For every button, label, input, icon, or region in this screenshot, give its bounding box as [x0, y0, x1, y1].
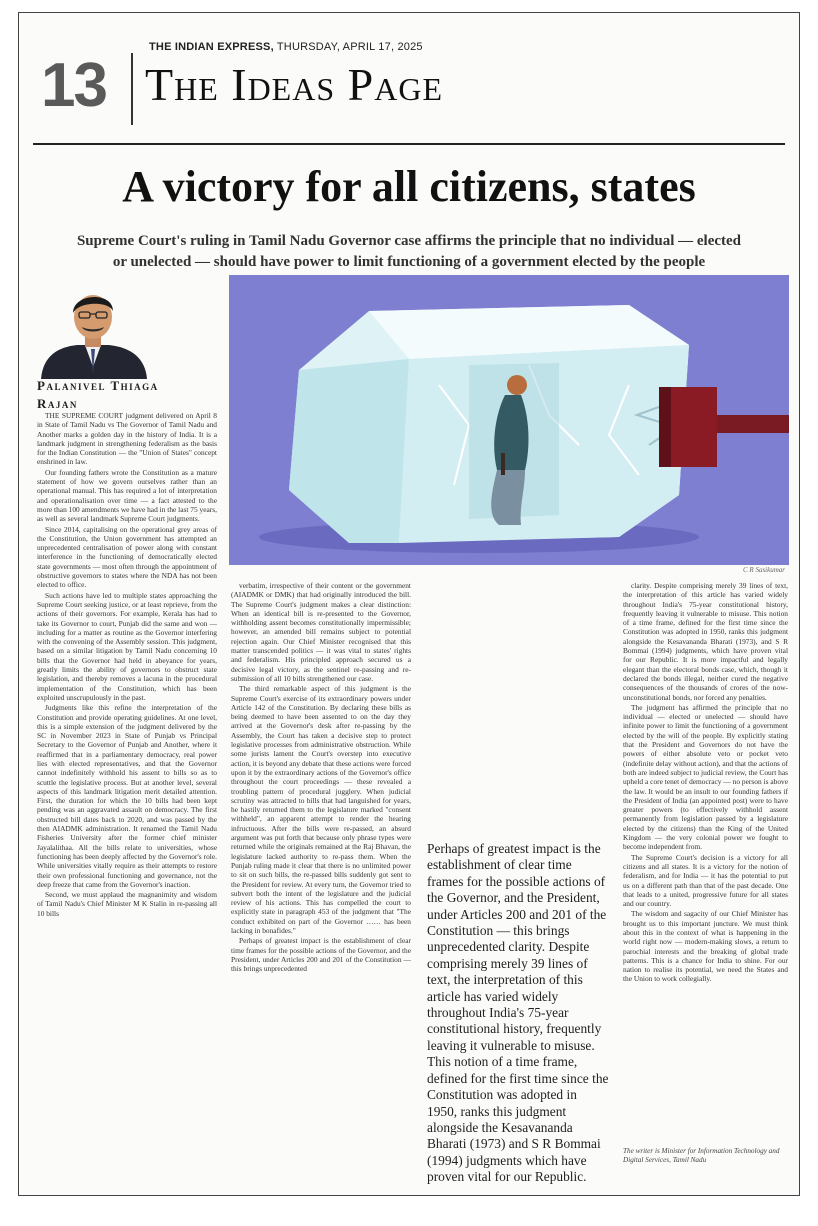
paragraph: clarity. Despite comprising merely 39 lines of text, the interpretation of this article has varied widely throughout India's 75-year constitutional history, frequently leaving it vulnerable to misuse. This notion of a time frame, defined for the first time since the Constitution was adopted in 1950, ranks this judgment alongside the Kesavananda Bharati (1973), and S R Bommai (1994) judgments, which have proven vital for our Republic. It is more impactful and legally elegant than the electoral bonds case, which, though it declared the bonds illegal, neither cured the negative consequences of the thousands of crores of the now-unconstitutional bonds, nor forced any penalties. — [623, 581, 788, 702]
ice-block-illustration — [229, 275, 789, 565]
headline: A victory for all citizens, states — [122, 162, 696, 211]
standfirst: Supreme Court's ruling in Tamil Nadu Governor case affirms the principle that no individual — elected or unelected — should have power to limit functioning of a government elected by the people — [76, 233, 742, 270]
paragraph: Judgments like this refine the interpretation of the Constitution and provide operating guidelines. At one level, this is a simple extension of the judgment delivered by the SC in November 2023 in State of Punjab vs Principal Secretary to the Governor of Punjab and Another, where it reaffirmed that in a parliamentary democracy, real power lies with elected representatives, and that the Governor cannot indefinitely withhold his assent to bills so as to scuttle the legislative process. But at another level, several aspects of this landmark litigation merit detailed attention. First, the duration for which the 10 bills had been kept pending was an aggravated assault on democracy. The first obstructed bill dates back to 2020, and was passed by the then AIADMK administration. It renamed the Tamil Nadu Fisheries University after the former chief minister Jayalalithaa. All the bills relate to universities, whose functioning has been deeply affected by the Governor's role. While universities vitally require as their attempts to restore their own professional functioning and governance, not the deep freeze that came from the Governor's inaction. — [37, 703, 217, 889]
dateline — [149, 41, 423, 53]
paragraph: The Supreme Court's decision is a victory for all citizens and all states. It is a victory for the notion of federalism, and for India — it has the potential to put us on a different path than that of the past decade. One that leads to a united, progressive future for all states and our country. — [623, 852, 788, 909]
header-rule — [33, 143, 785, 145]
issue-date: THURSDAY, APRIL 17, 2025 — [276, 41, 423, 53]
article-column-1 — [37, 411, 217, 1185]
article-column-4 — [623, 581, 788, 1141]
author-portrait — [33, 283, 153, 379]
author-name: Palanivel Thiaga Rajan — [37, 378, 159, 411]
paragraph: The judgment has affirmed the principle that no individual — elected or unelected — should have infinite power to limit the functioning of a government elected by the will of the people. By explicitly stating that the President and Governors do not have the powers of either absolute veto or pocket veto (indefinite delay without action), and that the actions of both are indeed subject to judicial review, the Court has upheld a core tenet of democracy — no person is above the law. It would be an insult to our founding fathers if the President of India (an appointed post) were to have greater powers (to effectively withhold assent permanently from legislation passed by a legislature elected by the citizens) than the King of the United Kingdom — the very colonial power we fought to become independent from. — [623, 702, 788, 852]
newspaper-name: THE INDIAN EXPRESS, — [149, 41, 274, 53]
paragraph: Since 2014, capitalising on the operational grey areas of the Constitution, the Union government has attempted an unprecedented centralisation of power along with constant interference in the functioning of democratically elected state governments — most often through the appointment of obstructive governors to states where the NDA has not been elected to office. — [37, 524, 217, 590]
paragraph: The third remarkable aspect of this judgment is the Supreme Court's exercise of its extraordinary powers under Article 142 of the Constitution. By declaring these bills as being deemed to have been assented to on the day they arrived at the Governor's desk after re-passing by the Assembly, the Court has taken a decisive step to protect legislative processes from administrative obstruction. While some jurists lament the Court's overstep into executive action, it is beyond any debate that these actions were forced upon it by the extraordinary actions of the Governor's office throughout the court proceedings — these revealed a troubling pattern of procedural jugglery. When judicial scrutiny was attracted to bills that had languished for years, he hastily returned them to the legislature marked "consent withheld", an apparent attempt to render the hearing infructuous. After the bills were re-passed, an absurd argument was put forth that because only phrase types were returned while the originals remained at the Raj Bhavan, the legislature lacked authority to re-pass them. When the Punjab ruling made it clear that there is no unlimited power to sit on such bills, the re-passed bills suddenly got sent to the President for review. At every turn, the Governor tried to subvert both the intent of the legislature and the judicial review of his actions. This has compelled the court to explicitly state in paragraph 453 of the judgment that "The conduct exhibited on part of the Governor …… has been lacking in bonafides." — [231, 684, 411, 935]
author-bio: The writer is Minister for Information Technology and Digital Services, Tamil Nadu — [623, 1147, 780, 1164]
masthead-divider — [131, 53, 133, 125]
pull-quote: Perhaps of greatest impact is the establishment of clear time frames for the possible actions of the Governor, and the President, under Articles 200 and 201 of the Constitution — this brings unprecedented clarity. Despite comprising merely 39 lines of text, the interpretation of this article has varied widely throughout India's 75-year constitutional history, frequently leaving it vulnerable to misuse. This notion of a time frame, defined for the first time since the Constitution was adopted in 1950, ranks this judgment alongside the Kesavananda Bharati (1973) and S R Bommai (1994) judgments which have proven vital for our Republic. — [427, 841, 609, 1185]
paragraph: verbatim, irrespective of their content or the government (AIADMK or DMK) that had originally introduced the bill. The Supreme Court's judgment makes a clear distinction: When an identical bill is re-presented to the Governor, withholding assent becomes constitutionally impermissible; however, an amended bill remains subject to potential rejection again. Our Chief Minister recognised that this matter transcended politics — it was vital to states' rights and federalism. His principled approach secured us a decisive legal victory, as the sentinel re-passing and re-submission of all 10 bills strengthened our case. — [231, 581, 411, 683]
section-title: The Ideas Page — [145, 59, 443, 110]
paragraph: Our founding fathers wrote the Constitution as a mature statement of how we govern ourselves rather than an operational manual. This has required a lot of interpretation and operationalisation over time — a fact attested to the more than 100 amendments we have had in the last 75 years, as well as several landmark Supreme Court judgments. — [37, 467, 217, 524]
paragraph: Perhaps of greatest impact is the establishment of clear time frames for the possible actions of the Governor, and the President, under Articles 200 and 201 of the Constitution — this brings unprecedented — [231, 936, 411, 974]
paragraph: THE SUPREME COURT judgment delivered on April 8 in State of Tamil Nadu vs The Governor of Tamil Nadu and Another marks a golden day in the history of India. It is a landmark judgment in strengthening federalism as the basis for the Indian Constitution — the "Union of States" concept enshrined in law. — [37, 411, 217, 467]
page-number: 13 — [41, 51, 106, 120]
paragraph: The wisdom and sagacity of our Chief Minister has brought us to this important juncture. We must think about this in the context of what is happening in the world right now — modern-making slows, a return to parochial interests and the breaking of global trade patterns. This is a chance for India to shine. For our nation to realise its potential, we need the States and the Union to work collegially. — [623, 909, 788, 984]
paragraph: Such actions have led to multiple states approaching the Supreme Court seeking justice, or at least reprieve, from the actions of their governors. For example, Kerala has had to take its Governor to court, Punjab did the same and won — including for a matter as routine as the Governor interfering with the convening of the Assembly session. This judgment, based on a similar litigation by Tamil Nadu concerning 10 bills that the Governor had held in abeyance for years, greatly limits the ability of governors to obstruct state legislation, and thereby removes a lacuna in the procedural implementation of the Constitution, which has been exploited unscrupulously in the past. — [37, 590, 217, 702]
paragraph: Second, we must applaud the magnanimity and wisdom of Tamil Nadu's Chief Minister M K Stalin in re-passing all 10 bills — [37, 890, 217, 918]
newspaper-page — [18, 12, 800, 1196]
masthead — [19, 13, 799, 131]
article-column-2 — [231, 581, 411, 1185]
illustration-credit: C R Sasikumar — [743, 566, 785, 574]
